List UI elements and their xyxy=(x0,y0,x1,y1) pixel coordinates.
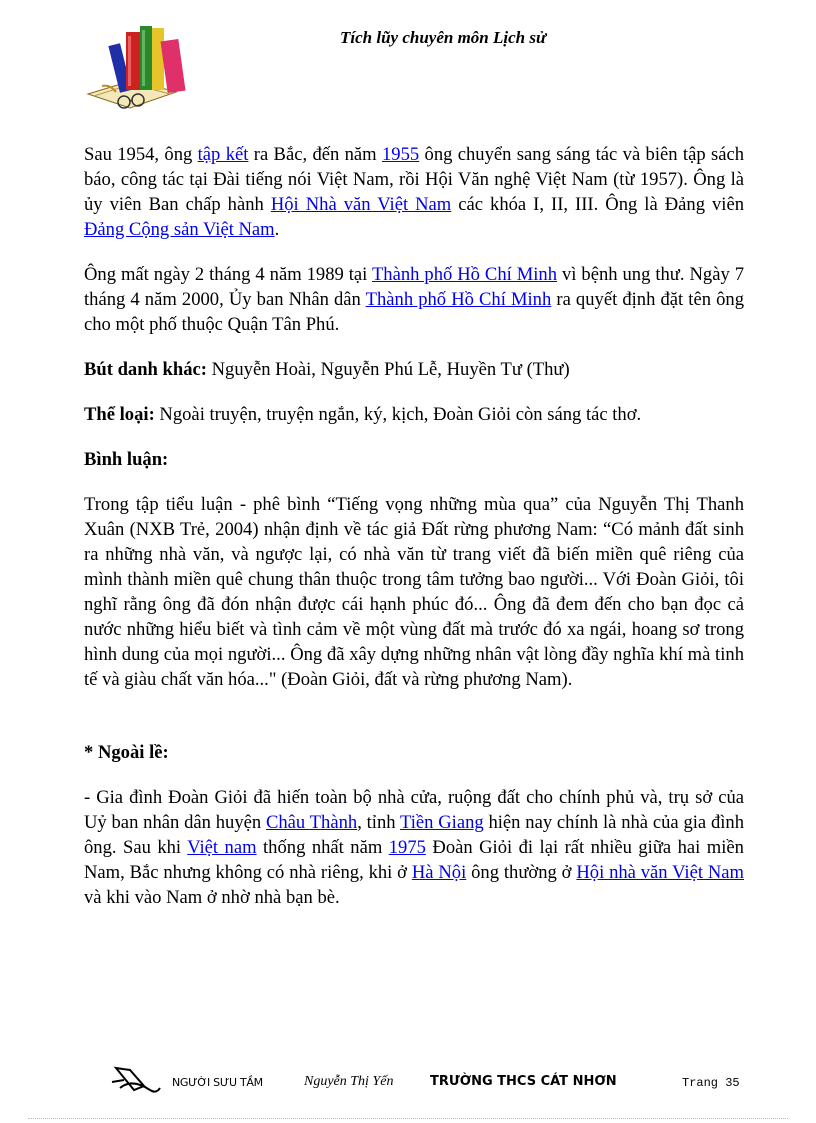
text: thống nhất năm xyxy=(256,837,389,858)
paragraph-pen-names xyxy=(84,357,744,382)
paragraph-biography xyxy=(84,142,744,242)
pen-signature-icon xyxy=(110,1060,162,1096)
school-name: TRƯỜNG THCS CÁT NHƠN xyxy=(430,1074,617,1089)
header-title: Tích lũy chuyên môn Lịch sử xyxy=(340,28,547,47)
page-number: Trang 35 xyxy=(682,1076,740,1090)
link-chau-thanh[interactable]: Châu Thành xyxy=(265,812,358,833)
text: vì bệnh ung thư. Ngày 7 tháng 4 năm 2000, Ủy ban Nhân dân xyxy=(84,264,744,310)
text: hiện nay chính là nhà của gia đình ông. Sau khi xyxy=(84,812,745,858)
collector-label: NGƯỜI SƯU TẦM xyxy=(172,1076,263,1089)
text: . xyxy=(274,219,280,240)
heading-text: * Ngoài lề: xyxy=(84,742,169,763)
author-name: Nguyễn Thị Yến xyxy=(304,1074,394,1089)
link-1975[interactable]: 1975 xyxy=(388,837,426,858)
text: Sau 1954, ông xyxy=(84,144,198,165)
link-viet-nam[interactable]: Việt nam xyxy=(187,837,257,858)
heading-text: Bình luận: xyxy=(84,449,169,470)
text: Ngoài truyện, truyện ngắn, ký, kịch, Đoàn Giỏi còn sáng tác thơ. xyxy=(154,404,642,425)
label-genres: Thể loại: xyxy=(84,404,155,425)
text: các khóa I, II, III. Ông là Đảng viên xyxy=(451,194,745,215)
footer-divider xyxy=(28,1118,788,1119)
paragraph-genres xyxy=(84,402,744,427)
text: ông chuyển sang sáng tác và biên tập sách báo, công tác tại Đài tiếng nói Việt Nam, rồi Hội Văn nghệ Việt Nam (từ 1957). Ông là ủy viên Ban chấp hành xyxy=(84,144,744,215)
text: và khi vào Nam ở nhờ nhà bạn bè. xyxy=(84,887,340,908)
link-hoi-nha-van-viet-nam[interactable]: Hội Nhà văn Việt Nam xyxy=(270,194,452,215)
link-tien-giang[interactable]: Tiền Giang xyxy=(400,812,484,833)
text: - Gia đình Đoàn Giỏi đã hiến toàn bộ nhà cửa, ruộng đất cho chính phủ và, trụ sở của Uỷ ban nhân dân huyện xyxy=(84,787,744,833)
link-thanh-pho-ho-chi-minh[interactable]: Thành phố Hồ Chí Minh xyxy=(371,264,558,285)
text: Nguyễn Hoài, Nguyễn Phú Lễ, Huyền Tư (Thư) xyxy=(206,359,570,380)
books-icon xyxy=(84,14,204,116)
text: Ông mất ngày 2 tháng 4 năm 1989 tại xyxy=(84,264,372,285)
text: , tỉnh xyxy=(357,812,401,833)
heading-aside xyxy=(84,740,744,765)
link-hoi-nha-van-viet-nam-2[interactable]: Hội nhà văn Việt Nam xyxy=(576,862,744,883)
page-footer xyxy=(110,1060,750,1100)
text: Đoàn Giỏi đi lại rất nhiều giữa hai miền Nam, Bắc nhưng không có nhà riêng, khi ở xyxy=(84,837,744,883)
link-dang-cong-san-viet-nam[interactable]: Đảng Cộng sản Việt Nam xyxy=(84,219,275,240)
link-1955[interactable]: 1955 xyxy=(382,144,420,165)
link-thanh-pho-ho-chi-minh-2[interactable]: Thành phố Hồ Chí Minh xyxy=(365,289,552,310)
label-pen-names: Bút danh khác: xyxy=(84,359,207,380)
document-body xyxy=(84,142,744,910)
link-tap-ket[interactable]: tập kết xyxy=(197,144,249,165)
heading-commentary xyxy=(84,447,744,472)
text: ra Bắc, đến năm xyxy=(248,144,382,165)
text: ông thường ở xyxy=(466,862,577,883)
link-ha-noi[interactable]: Hà Nội xyxy=(411,862,467,883)
text: ra quyết định đặt tên ông cho một phố thuộc Quận Tân Phú. xyxy=(84,289,745,335)
paragraph-death xyxy=(84,262,744,337)
paragraph-commentary: Trong tập tiểu luận - phê bình “Tiếng vọng những mùa qua” của Nguyễn Thị Thanh Xuân (NXB Trẻ, 2004) nhận định về tác giả Đất rừng phương Nam: “Có mảnh đất sinh ra những nhà văn, và ngược lại, có nhà văn từ trang viết đã biến miền quê riêng của mình thành miền quê chung thân thuộc trong tâm tưởng bao người... Với Đoàn Giỏi, tôi nghĩ rằng ông đã đón nhận được cái hạnh phúc đó... Ông đã đem đến cho bạn đọc cả nước những hiểu biết và tình cảm về một vùng đất mà trước đó xa ngái, hoang sơ trong hình dung của mọi người... Ông đã xây dựng những nhân vật lòng đầy nghĩa khí mà tinh tế và giàu chất văn hóa..." (Đoàn Giỏi, đất và rừng phương Nam). xyxy=(84,494,744,690)
paragraph-aside xyxy=(84,785,744,910)
